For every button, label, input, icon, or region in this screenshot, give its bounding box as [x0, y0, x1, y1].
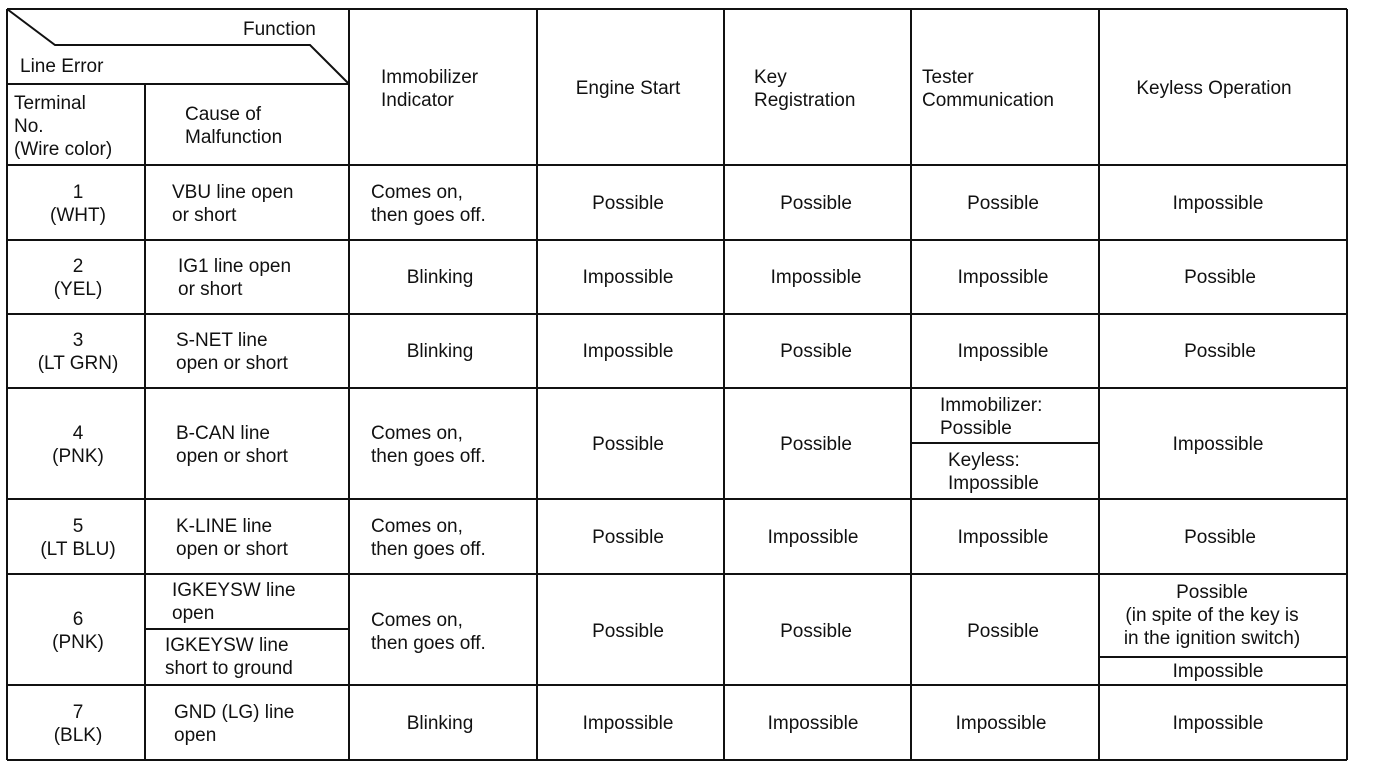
terminal-cell: 2 (YEL) — [53, 256, 103, 300]
terminal-cell: 1 (WHT) — [50, 182, 106, 226]
immobilizer-cell: Comes on, then goes off. — [371, 423, 486, 467]
engine-start-cell: Possible — [592, 527, 664, 548]
key-registration-cell: Possible — [780, 341, 852, 362]
tester-communication-cell: Possible — [967, 621, 1039, 642]
cause-cell: IG1 line open or short — [178, 256, 292, 300]
key-registration-cell: Impossible — [767, 527, 859, 548]
tester-communication-cell: Impossible — [957, 341, 1049, 362]
key-registration-cell: Possible — [780, 621, 852, 642]
tester-communication-cell: Possible — [967, 193, 1039, 214]
key-registration-cell: Possible — [780, 434, 852, 455]
cause-cell: VBU line open or short — [172, 182, 294, 226]
keyless-operation-cell: Possible — [1184, 267, 1256, 288]
cause-cell: S-NET line open or short — [176, 330, 288, 374]
terminal-cell: 7 (BLK) — [53, 702, 103, 746]
tester-communication-header: Tester Communication — [922, 67, 1054, 111]
keyless-operation-split-bottom: Impossible — [1172, 661, 1264, 682]
engine-start-cell: Possible — [592, 434, 664, 455]
cause-cell: B-CAN line open or short — [176, 423, 288, 467]
terminal-cell: 5 (LT BLU) — [40, 516, 116, 560]
keyless-operation-header: Keyless Operation — [1136, 78, 1292, 99]
cause-split-top: IGKEYSW line open — [172, 580, 296, 624]
engine-start-cell: Impossible — [582, 267, 674, 288]
function-header: Function — [243, 19, 316, 40]
key-registration-cell: Possible — [780, 193, 852, 214]
immobilizer-cell: Comes on, then goes off. — [371, 610, 486, 654]
terminal-cell: 3 (LT GRN) — [37, 330, 119, 374]
terminal-cell: 6 (PNK) — [52, 609, 104, 653]
tester-communication-cell: Impossible — [955, 713, 1047, 734]
immobilizer-indicator-header: Immobilizer Indicator — [381, 67, 479, 111]
keyless-operation-cell: Impossible — [1172, 193, 1264, 214]
keyless-operation-cell: Impossible — [1172, 713, 1264, 734]
engine-start-header: Engine Start — [575, 78, 681, 99]
terminal-cell: 4 (PNK) — [52, 423, 104, 467]
tester-communication-split-bottom: Keyless: Impossible — [948, 450, 1039, 494]
cause-header: Cause of Malfunction — [185, 104, 283, 148]
keyless-operation-cell: Impossible — [1172, 434, 1264, 455]
engine-start-cell: Impossible — [582, 341, 674, 362]
cause-split-bottom: IGKEYSW line short to ground — [165, 635, 293, 679]
tester-communication-cell: Impossible — [957, 527, 1049, 548]
terminal-header: Terminal No. (Wire color) — [14, 93, 113, 160]
key-registration-cell: Impossible — [770, 267, 862, 288]
engine-start-cell: Impossible — [582, 713, 674, 734]
cause-cell: GND (LG) line open — [174, 702, 295, 746]
immobilizer-cell: Blinking — [406, 341, 474, 362]
engine-start-cell: Possible — [592, 193, 664, 214]
immobilizer-cell: Blinking — [406, 267, 474, 288]
key-registration-header: Key Registration — [754, 67, 856, 111]
immobilizer-cell: Comes on, then goes off. — [371, 516, 486, 560]
tester-communication-cell: Impossible — [957, 267, 1049, 288]
engine-start-cell: Possible — [592, 621, 664, 642]
immobilizer-cell: Comes on, then goes off. — [371, 182, 486, 226]
immobilizer-cell: Blinking — [406, 713, 474, 734]
tester-communication-split-top: Immobilizer: Possible — [940, 395, 1043, 439]
key-registration-cell: Impossible — [767, 713, 859, 734]
keyless-operation-split-top: Possible (in spite of the key is in the ignition switch) — [1123, 582, 1301, 649]
line-error-header: Line Error — [20, 56, 104, 77]
cause-cell: K-LINE line open or short — [176, 516, 288, 560]
keyless-operation-cell: Possible — [1184, 341, 1256, 362]
keyless-operation-cell: Possible — [1184, 527, 1256, 548]
